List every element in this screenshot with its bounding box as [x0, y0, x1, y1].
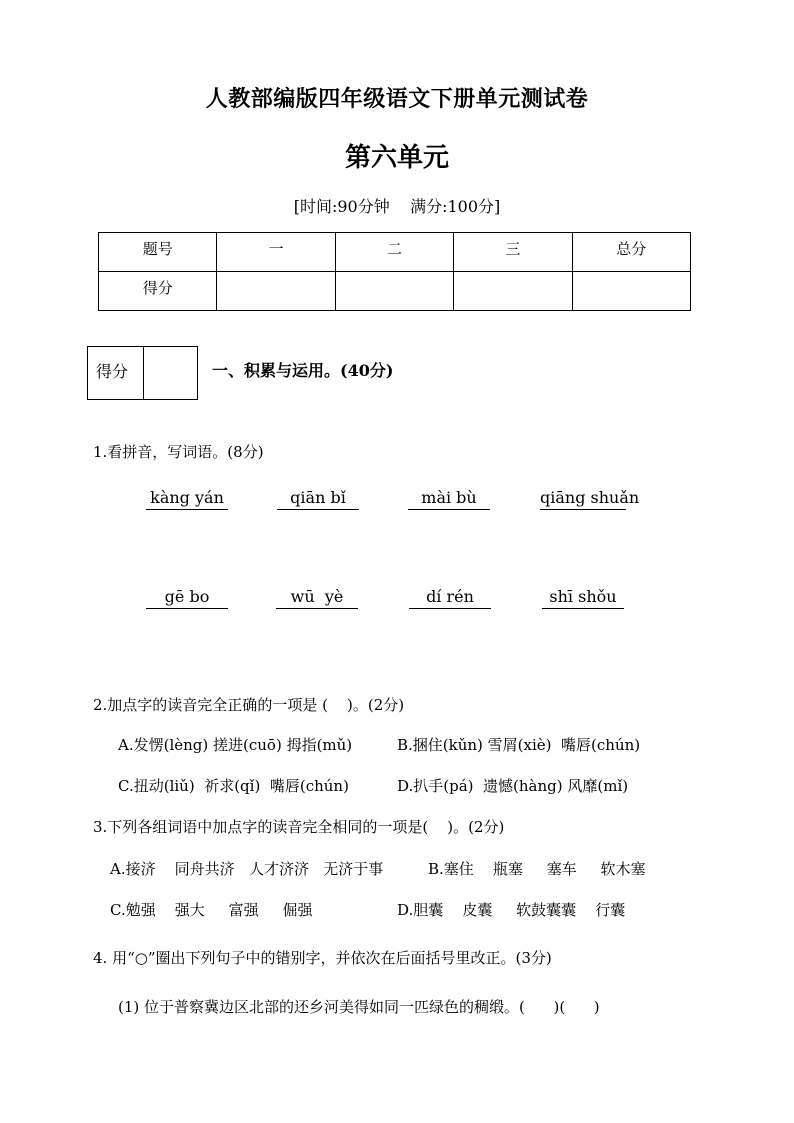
- pinyin-blank[interactable]: qiāng shuǎn: [540, 488, 626, 510]
- score-table-header-row: [99, 233, 691, 272]
- score-table-header-cell: 一: [217, 233, 335, 272]
- q3-option-d[interactable]: D.胆囊 皮囊 软鼓囊囊 行囊: [397, 901, 626, 919]
- pinyin-blank[interactable]: mài bù: [408, 488, 490, 510]
- q2-option-d[interactable]: D.扒手(pá) 遗憾(hàng) 风靡(mǐ): [397, 777, 629, 795]
- pinyin-blank[interactable]: gē bo: [146, 587, 228, 609]
- q3-option-c[interactable]: C.勉强 强大 富强 倔强: [110, 901, 313, 919]
- pinyin-blank[interactable]: wū yè: [276, 587, 358, 609]
- score-table-header-cell: 二: [335, 233, 453, 272]
- q2-option-c[interactable]: C.扭动(liǔ) 祈求(qǐ) 嘴唇(chún): [118, 777, 349, 795]
- score-cell[interactable]: [217, 272, 335, 311]
- time-score-info: [时间:90分钟 满分:100分]: [293, 197, 501, 216]
- pinyin-blank[interactable]: qiān bǐ: [277, 488, 359, 510]
- question-1: 1.看拼音，写词语。(8分): [93, 443, 264, 461]
- pinyin-blank[interactable]: dí rén: [409, 587, 491, 609]
- section-score-label: 得分: [88, 347, 144, 399]
- q3-option-b[interactable]: B.塞住 瓶塞 塞车 软木塞: [428, 860, 646, 878]
- score-cell[interactable]: [572, 272, 690, 311]
- score-table-header-cell: 总分: [572, 233, 690, 272]
- pinyin-blank[interactable]: shī shǒu: [542, 587, 624, 609]
- score-table-header-cell: 三: [454, 233, 572, 272]
- q2-option-a[interactable]: A.发愣(lèng) 搓进(cuō) 拇指(mǔ): [118, 736, 353, 754]
- score-table-score-row: [99, 272, 691, 311]
- question-2: 2.加点字的读音完全正确的一项是 ( )。(2分): [93, 696, 405, 714]
- score-table: [98, 232, 691, 311]
- question-4: 4. 用“○”圈出下列句子中的错别字，并依次在后面括号里改正。(3分): [93, 949, 552, 967]
- section-score-blank[interactable]: [144, 347, 197, 399]
- q2-option-b[interactable]: B.捆住(kǔn) 雪屑(xiè) 嘴唇(chún): [397, 736, 641, 754]
- question-3: 3.下列各组词语中加点字的读音完全相同的一项是( )。(2分): [93, 818, 505, 836]
- score-row-label: 得分: [99, 272, 217, 311]
- paper-title: 人教部编版四年级语文下册单元测试卷: [205, 86, 589, 112]
- q4-item-1: (1) 位于普察冀边区北部的还乡河美得如同一匹绿色的稠缎。( )( ): [118, 998, 600, 1016]
- unit-title: 第六单元: [344, 143, 449, 173]
- q3-option-a[interactable]: A.接济 同舟共济 人才济济 无济于事: [110, 860, 384, 878]
- score-cell[interactable]: [335, 272, 453, 311]
- section-title: 一、积累与运用。(40分): [212, 361, 394, 380]
- score-table-header-cell: 题号: [99, 233, 217, 272]
- section-score-box: [87, 346, 198, 400]
- score-cell[interactable]: [454, 272, 572, 311]
- pinyin-blank[interactable]: kàng yán: [146, 488, 228, 510]
